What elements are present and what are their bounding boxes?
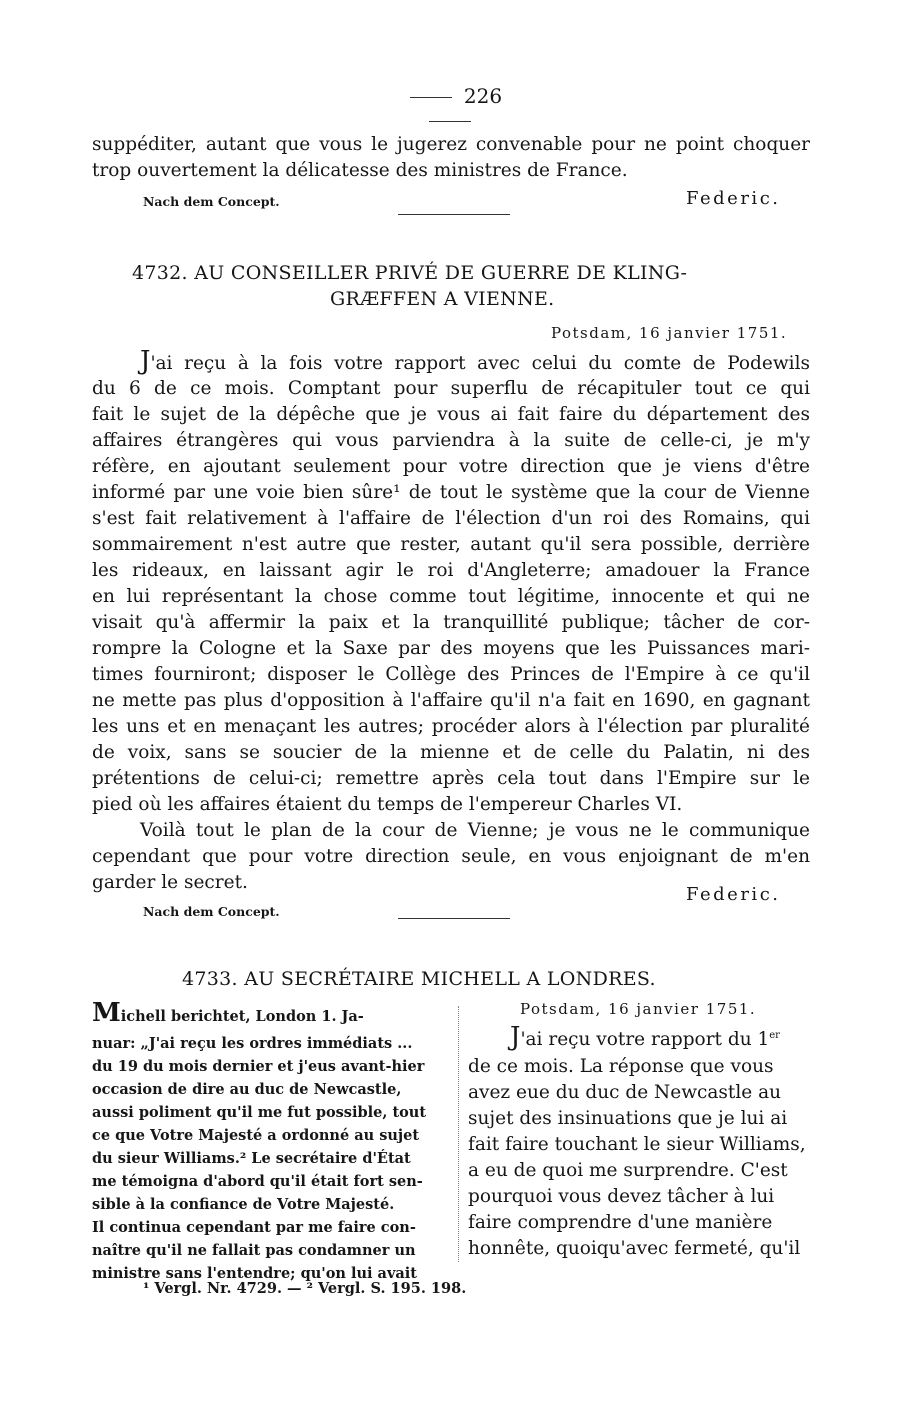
text-line: de voix, sans se soucier de la mienne et de celle du Palatin, ni des [92,742,810,763]
summary-line: ministre sans l'entendre; qu'on lui avait [92,1265,417,1282]
summary-line: sible à la confiance de Votre Majesté. [92,1196,395,1213]
text-line: pied où les affaires étaient du temps de l'empereur Charles VI. [92,794,683,815]
text-line: visait qu'à affermir la paix et la tranquillité publique; tâcher de cor- [92,612,810,633]
page-number-dash-left [410,97,452,98]
signature: Federic. [686,884,781,905]
text-line: sommairement n'est autre que rester, autant qu'il sera possible, derrière [92,534,810,555]
page-number: 226 [370,84,530,132]
text-line: J'ai reçu à la fois votre rapport avec celui du comte de Podewils [140,346,810,376]
source-note: Nach dem Concept. [143,904,280,919]
drop-cap: M [92,998,121,1028]
letter-heading: 4733. AU SECRÉTAIRE MICHELL A LONDRES. [182,968,656,990]
summary-line: occasion de dire au duc de Newcastle, [92,1081,402,1098]
summary-line: aussi poliment qu'il me fut possible, tout [92,1104,427,1121]
text-line: cependant que pour votre direction seule, en vous enjoignant de m'en [92,846,810,867]
summary-line: du sieur Williams.² Le secrétaire d'État [92,1150,411,1167]
text-line: affaires étrangères qui vous parviendra à la suite de celle-ci, je m'y [92,430,810,451]
dateline: Potsdam, 16 janvier 1751. [551,324,788,342]
summary-line: Il continua cependant par me faire con- [92,1219,416,1236]
text-line: garder le secret. [92,872,248,893]
text-line: s'est fait relativement à l'affaire de l'élection d'un roi des Romains, qui [92,508,810,529]
text-line: Voilà tout le plan de la cour de Vienne; je vous ne le communique [140,820,810,841]
text-line: du 6 de ce mois. Comptant pour superflu de récapituler tout ce qui [92,378,810,399]
page-number-dash-right [429,121,471,122]
dateline: Potsdam, 16 janvier 1751. [520,1000,757,1018]
text-line: ne mette pas plus d'opposition à l'affaire qu'il n'a fait en 1690, en gagnant [92,690,810,711]
text-line: avez eue du duc de Newcastle au [468,1082,782,1103]
summary-line: nuar: „J'ai reçu les ordres immédiats ... [92,1035,413,1052]
column-divider [458,1006,459,1262]
summary-line: naître qu'il ne fallait pas condamner un [92,1242,416,1259]
text-line: a eu de quoi me surprendre. C'est [468,1160,788,1181]
text-line: times fourniront; disposer le Collège des Princes de l'Empire à ce qu'il [92,664,810,685]
drop-cap: J [140,346,151,376]
letter-heading-continued: GRÆFFEN A VIENNE. [330,288,555,310]
text-line: trop ouvertement la délicatesse des ministres de France. [92,160,628,181]
signature: Federic. [686,188,781,209]
summary-line: Michell berichtet, London 1. Ja- [92,998,364,1028]
source-note: Nach dem Concept. [143,194,280,209]
text-line: prétentions de celui-ci; remettre après cela tout dans l'Empire sur le [92,768,810,789]
section-rule [398,214,510,215]
text-line: les uns et en menaçant les autres; procéder alors à l'élection par pluralité [92,716,810,737]
text-line: pourquoi vous devez tâcher à lui [468,1186,775,1207]
text-line: honnête, quoiqu'avec fermeté, qu'il [468,1238,801,1259]
text-line: les rideaux, en laissant agir le roi d'Angleterre; amadouer la France [92,560,810,581]
text-line: rompre la Cologne et la Saxe par des moyens que les Puissances mari- [92,638,810,659]
text-line: sujet des insinuations que je lui ai [468,1108,788,1129]
text-line: de ce mois. La réponse que vous [468,1056,774,1077]
summary-line: du 19 du mois dernier et j'eus avant-hier [92,1058,425,1075]
summary-line: me témoigna d'abord qu'il était fort sen- [92,1173,423,1190]
summary-line: ce que Votre Majesté a ordonné au sujet [92,1127,420,1144]
text-line: faire comprendre d'une manière [468,1212,773,1233]
text-line: J'ai reçu votre rapport du 1er [510,1022,780,1052]
text-line: fait faire touchant le sieur Williams, [468,1134,806,1155]
section-rule [398,918,510,919]
letter-heading: 4732. AU CONSEILLER PRIVÉ DE GUERRE DE KLING- [132,262,688,284]
text-line: fait le sujet de la dépêche que je vous ai fait faire du département des [92,404,810,425]
drop-cap: J [510,1022,521,1052]
text-line: réfère, en ajoutant seulement pour votre direction que je viens d'être [92,456,810,477]
text-line: en lui représentant la chose comme tout légitime, innocente et qui ne [92,586,810,607]
footnotes: ¹ Vergl. Nr. 4729. — ² Vergl. S. 195. 198. [143,1280,467,1297]
text-line: suppéditer, autant que vous le jugerez convenable pour ne point choquer [92,134,810,155]
text-line: informé par une voie bien sûre¹ de tout le système que la cour de Vienne [92,482,810,503]
